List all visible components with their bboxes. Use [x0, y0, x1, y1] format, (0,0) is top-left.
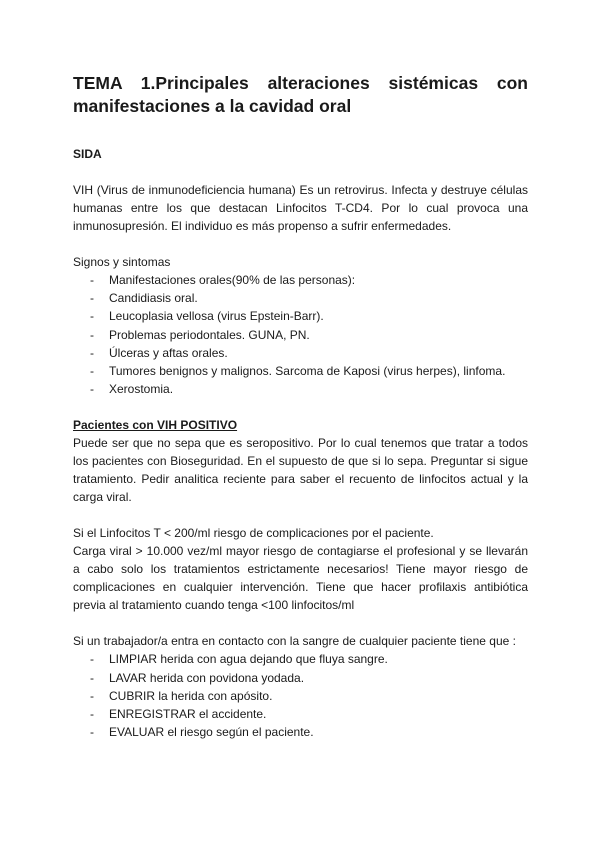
title-line-1: TEMA 1.Principales alteraciones sistémicas con — [73, 73, 528, 93]
list-item-text: Problemas periodontales. GUNA, PN. — [109, 327, 310, 342]
list-item — [73, 362, 528, 380]
list-item-text: Candidiasis oral. — [109, 291, 198, 306]
page-title — [73, 72, 528, 118]
bullet-dash: - — [90, 652, 94, 667]
section-heading-vih: Pacientes con VIH POSITIVO — [73, 418, 238, 433]
signs-label: Signos y sintomas — [73, 255, 171, 269]
bullet-dash: - — [90, 327, 94, 342]
bullet-dash: - — [90, 345, 94, 360]
list-item-text: EVALUAR el riesgo según el paciente. — [109, 725, 314, 740]
list-item-text: LIMPIAR herida con agua dejando que fluya sangre. — [109, 652, 388, 667]
signs-list — [73, 271, 528, 398]
section-heading-sida: SIDA — [73, 147, 102, 161]
list-item — [73, 669, 528, 687]
list-item-text: Leucoplasia vellosa (virus Epstein-Barr). — [109, 309, 324, 324]
bullet-dash: - — [90, 725, 94, 740]
bullet-dash: - — [90, 707, 94, 722]
list-item — [73, 307, 528, 325]
list-item — [73, 326, 528, 344]
list-item — [73, 705, 528, 723]
list-item-text: Úlceras y aftas orales. — [109, 345, 228, 360]
bullet-dash: - — [90, 382, 94, 397]
bullet-dash: - — [90, 309, 94, 324]
bullet-dash: - — [90, 273, 94, 287]
list-item-text: Xerostomia. — [109, 382, 174, 397]
sida-paragraph: VIH (Virus de inmunodeficiencia humana) Es un retrovirus. Infecta y destruye células humanas entre los que destacan Linfocitos T-CD4. Por lo cual provoca una inmunosupresión. El individuo es más propenso a sufrir enfermedades. — [73, 183, 528, 233]
vih-paragraph-3: Carga viral > 10.000 vez/ml mayor riesgo de contagiarse el profesional y se llevarán a cabo solo los tratamientos estrictamente necesarios! Tiene mayor riesgo de complicaciones en cualquier intervención. Tiene que hacer profilaxis antibiótica previa al tratamiento cuando tenga <100 linfocitos/ml — [73, 544, 528, 613]
bullet-dash: - — [90, 364, 94, 379]
list-item-text: Tumores benignos y malignos. Sarcoma de Kaposi (virus herpes), linfoma. — [109, 364, 506, 379]
vih-paragraph-2: Si el Linfocitos T < 200/ml riesgo de complicaciones por el paciente. — [73, 526, 434, 541]
steps-list — [73, 650, 528, 741]
bullet-dash: - — [90, 291, 94, 306]
list-item — [73, 687, 528, 705]
list-item — [73, 344, 528, 362]
list-item — [73, 289, 528, 307]
vih-paragraph-4: Si un trabajador/a entra en contacto con la sangre de cualquier paciente tiene que : — [73, 634, 516, 649]
title-line-2: manifestaciones a la cavidad oral — [73, 96, 352, 116]
list-item — [73, 380, 528, 398]
bullet-dash: - — [90, 688, 94, 703]
list-item — [73, 650, 528, 668]
list-item-text: CUBRIR la herida con apósito. — [109, 688, 273, 703]
list-item — [73, 723, 528, 741]
list-item-text: ENREGISTRAR el accidente. — [109, 707, 267, 722]
vih-paragraph-1: Puede ser que no sepa que es seropositivo. Por lo cual tenemos que tratar a todos los pacientes con Bioseguridad. En el supuesto de que si lo sepa. Preguntar si sigue tratamiento. Pedir analitica reciente para saber el recuento de linfocitos actual y la carga viral. — [73, 436, 528, 505]
bullet-dash: - — [90, 670, 94, 685]
list-item — [73, 271, 528, 289]
document-page — [73, 72, 528, 741]
list-item-text: LAVAR herida con povidona yodada. — [109, 670, 305, 685]
list-item-text: Manifestaciones orales(90% de las personas): — [109, 273, 356, 287]
